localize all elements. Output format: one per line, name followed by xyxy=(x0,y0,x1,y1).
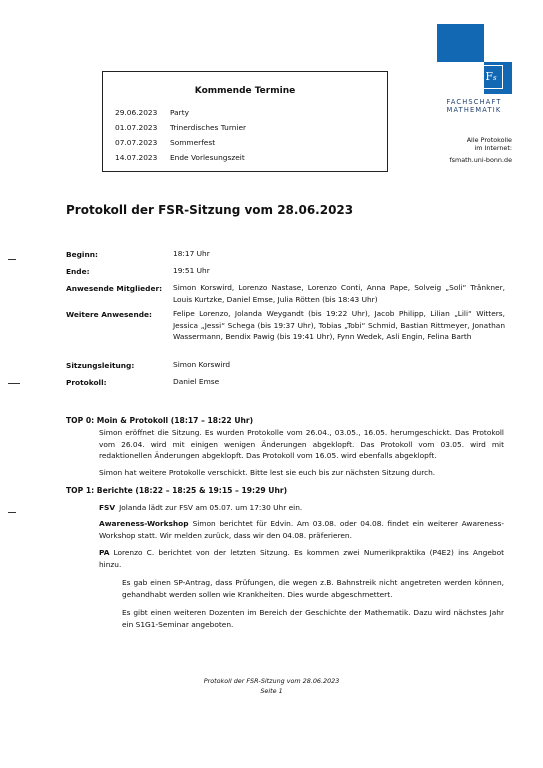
document-title: Protokoll der FSR-Sitzung vom 28.06.2023 xyxy=(66,203,354,217)
beginn-value: 18:17 Uhr xyxy=(173,249,210,258)
logo-square-top xyxy=(437,24,484,62)
top1-heading: TOP 1: Berichte (18:22 – 18:25 & 19:15 – 19:29 Uhr) xyxy=(66,486,288,495)
ende-value: 19:51 Uhr xyxy=(173,266,210,275)
internet-note: Alle Protokolle im Internet: xyxy=(466,136,512,152)
termine-row: 07.07.2023 Sommerfest xyxy=(115,138,216,147)
margin-mark xyxy=(8,383,20,384)
termine-row: 29.06.2023 Party xyxy=(115,108,189,117)
logo-text: FACHSCHAFT MATHEMATIK xyxy=(446,98,502,114)
mitglieder-value: Simon Korswird, Lorenzo Nastase, Lorenzo Conti, Anna Pape, Solveig „Soli“ Trânkner, Louis Kurtzke, Daniel Emse, Julia Rötten (bis 18:43 Uhr) xyxy=(173,283,505,304)
top0-paragraph: Simon eröffnet die Sitzung. Es wurden Protokolle vom 26.04., 03.05., 16.05. herumgeschickt. Das Protokoll vom 26.04. wird mit einigen wenigen Änderungen abgeklopft. Das Protokoll vom 03.05. wird mit redaktionellen Änderungen abgeklopft. Das Protokoll vom 16.05. wird ebenfalls abgeklopft. xyxy=(99,428,504,461)
awareness-item: Awareness-Workshop Simon berichtet für Edvin. Am 03.08. oder 04.08. findet ein weiterer Awareness-Workshop statt. Wir melden zurück, dass wir den 04.08. präferieren. xyxy=(99,519,504,540)
fsv-item: FSV Jolanda lädt zur FSV am 05.07. um 17:30 Uhr ein. xyxy=(99,503,303,512)
termine-row: 01.07.2023 Trinerdisches Turnier xyxy=(115,123,247,132)
footer: Protokoll der FSR-Sitzung vom 28.06.2023 Seite 1 xyxy=(203,677,340,695)
pa-item: PA Lorenzo C. berichtet von der letzten Sitzung. Es kommen zwei Numerikpraktika (P4E2) ins Angebot hinzu. xyxy=(99,548,504,569)
margin-mark xyxy=(8,259,16,260)
margin-mark xyxy=(8,512,16,513)
termine-row: 14.07.2023 Ende Vorlesungszeit xyxy=(115,153,245,162)
protokoll-label: Protokoll: xyxy=(66,378,107,387)
pa-paragraph: Es gibt einen weiteren Dozenten im Bereich der Geschichte der Mathematik. Dazu wird nächstes Jahr ein S1G1-Seminar angeboten. xyxy=(122,608,504,629)
top0-paragraph: Simon hat weitere Protokolle verschickt. Bitte lest sie euch bis zur nächsten Sitzung durch. xyxy=(99,468,436,477)
top0-heading: TOP 0: Moin & Protokoll (18:17 – 18:22 Uhr) xyxy=(66,416,254,425)
beginn-label: Beginn: xyxy=(66,250,98,259)
termine-title: Kommende Termine xyxy=(194,86,296,96)
ende-label: Ende: xyxy=(66,267,90,276)
website-link[interactable]: fsmath.uni-bonn.de xyxy=(449,156,512,164)
weitere-value: Felipe Lorenzo, Jolanda Weygandt (bis 19:22 Uhr), Jacob Philipp, Lilian „Lili“ Witters, Jessica „Jessi“ Schega (bis 19:37 Uhr), Tobias „Tobi“ Schmid, Bastian Rittmeyer, Jonathan Wassermann, Bendix Pawig (bis 19:41 Uhr), Fynn Wedek, Asli Engin, Felina Barth xyxy=(173,309,505,342)
leitung-value: Simon Korswird xyxy=(173,360,231,369)
leitung-label: Sitzungsleitung: xyxy=(66,361,135,370)
mitglieder-label: Anwesende Mitglieder: xyxy=(66,284,163,293)
pa-paragraph: Es gab einen SP-Antrag, dass Prüfungen, die wegen z.B. Bahnstreik nicht angetreten werden können, gehandhabt werden sollen wie Krankheiten. Dies wurde abgeschmettert. xyxy=(122,578,504,599)
logo-glyph: Fs xyxy=(479,65,503,89)
weitere-label: Weitere Anwesende: xyxy=(66,310,152,319)
protokoll-value: Daniel Emse xyxy=(173,377,220,386)
termine-box xyxy=(102,71,388,172)
